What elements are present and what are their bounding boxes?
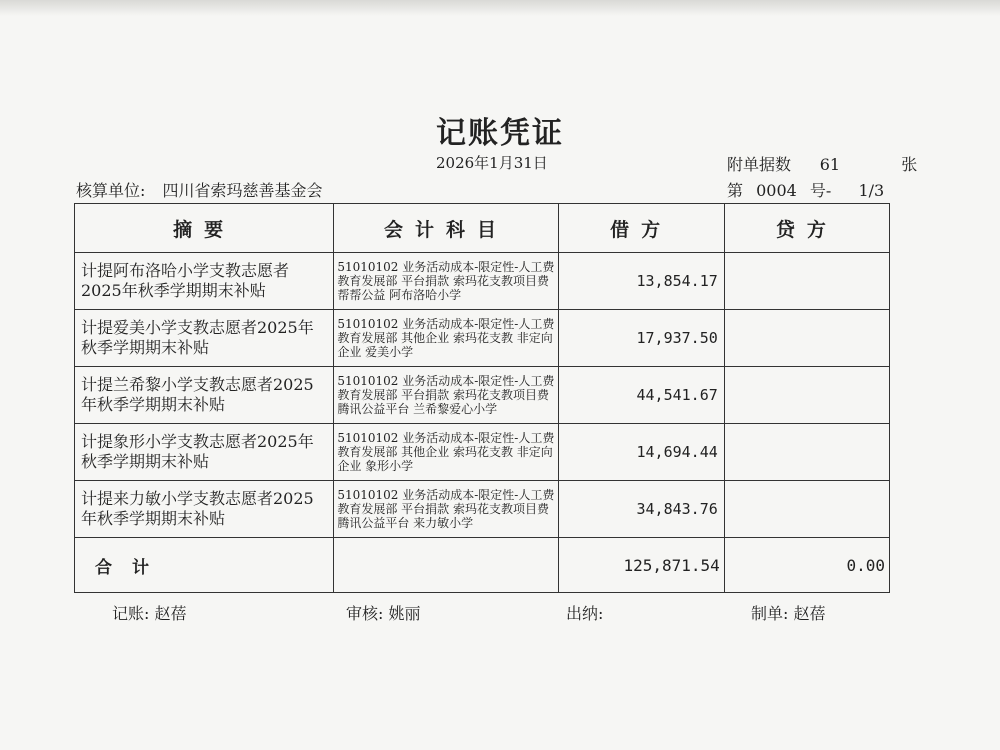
row-account: 51010102 业务活动成本-限定性-人工费 教育发展部 其他企业 索玛花支教 非定向 企业 爱美小学	[337, 317, 555, 359]
table-row	[75, 367, 890, 424]
voucher-suffix: 号-	[809, 181, 832, 200]
row-summary: 计提象形小学支教志愿者2025年秋季学期期末补贴	[81, 432, 314, 471]
unit-label: 核算单位:	[76, 181, 146, 200]
voucher-number	[727, 178, 884, 201]
table-row	[75, 253, 890, 310]
row-summary: 计提爱美小学支教志愿者2025年秋季学期期末补贴	[81, 318, 314, 357]
header-account: 会计科目	[334, 204, 558, 253]
header-row	[75, 204, 890, 253]
row-account: 51010102 业务活动成本-限定性-人工费 教育发展部 平台捐款 索玛花支教项目费 腾讯公益平台 来力敏小学	[337, 488, 555, 530]
total-debit: 125,871.54	[558, 538, 724, 593]
attachment-label: 附单据数	[727, 155, 792, 174]
signature-preparer: 制单: 赵蓓	[751, 604, 826, 623]
document-title: 记账凭证	[436, 116, 564, 151]
attachment-unit: 张	[901, 155, 918, 174]
row-account: 51010102 业务活动成本-限定性-人工费 教育发展部 其他企业 索玛花支教 非定向 企业 象形小学	[337, 431, 555, 473]
row-summary: 计提兰希黎小学支教志愿者2025年秋季学期期末补贴	[81, 375, 314, 414]
voucher-page: 1/3	[858, 181, 885, 200]
unit-name: 四川省索玛慈善基金会	[162, 181, 323, 200]
total-account-empty	[334, 538, 558, 593]
voucher-prefix: 第	[727, 181, 744, 200]
row-debit: 14,694.44	[558, 424, 724, 481]
row-debit: 17,937.50	[558, 310, 724, 367]
accounting-unit	[76, 178, 323, 201]
signature-cashier: 出纳:	[566, 604, 604, 623]
signature-bookkeeper: 记账: 赵蓓	[112, 604, 187, 623]
row-account: 51010102 业务活动成本-限定性-人工费 教育发展部 平台捐款 索玛花支教项目费 帮帮公益 阿布洛哈小学	[337, 260, 555, 302]
table-row	[75, 424, 890, 481]
total-label-2: 计	[132, 557, 149, 578]
row-debit: 44,541.67	[558, 367, 724, 424]
voucher-no: 0004	[756, 181, 797, 200]
total-credit: 0.00	[724, 538, 889, 593]
row-credit	[724, 310, 889, 367]
total-label-1: 合	[95, 557, 112, 578]
header-credit: 贷方	[724, 204, 889, 253]
row-summary: 计提阿布洛哈小学支教志愿者2025年秋季学期期末补贴	[81, 261, 290, 300]
voucher-table	[74, 203, 890, 593]
row-credit	[724, 481, 889, 538]
total-row	[75, 538, 890, 593]
row-debit: 34,843.76	[558, 481, 724, 538]
signature-reviewer: 审核: 姚丽	[346, 604, 421, 623]
table-row	[75, 310, 890, 367]
page-edge	[0, 0, 1000, 16]
row-credit	[724, 424, 889, 481]
attachment-count	[727, 152, 917, 175]
row-credit	[724, 253, 889, 310]
row-credit	[724, 367, 889, 424]
header-summary: 摘要	[75, 204, 334, 253]
header-debit: 借方	[558, 204, 724, 253]
total-label	[75, 553, 333, 578]
attachment-number: 61	[819, 155, 841, 174]
voucher-date: 2026年1月31日	[436, 154, 548, 172]
row-account: 51010102 业务活动成本-限定性-人工费 教育发展部 平台捐款 索玛花支教项目费 腾讯公益平台 兰希黎爱心小学	[337, 374, 555, 416]
table-row	[75, 481, 890, 538]
row-debit: 13,854.17	[558, 253, 724, 310]
row-summary: 计提来力敏小学支教志愿者2025年秋季学期期末补贴	[81, 489, 314, 528]
